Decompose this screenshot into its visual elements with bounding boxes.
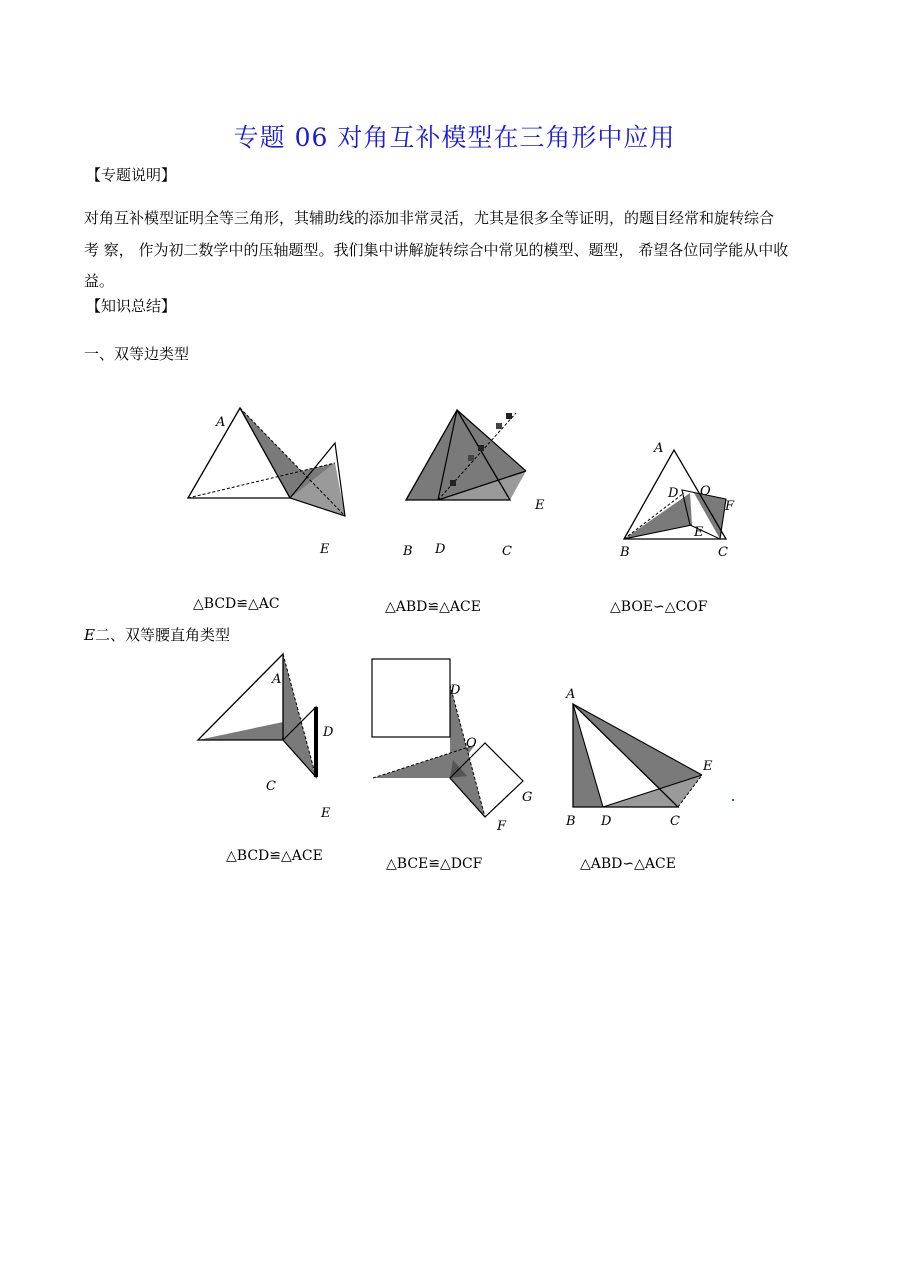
label-o: O <box>466 736 477 751</box>
figure-double-isosceles-right-2 <box>365 650 545 840</box>
label-a: A <box>566 687 576 702</box>
figure-double-isosceles-right-1 <box>190 650 350 825</box>
label-c: C <box>718 545 728 560</box>
label-a: A <box>654 441 664 456</box>
label-c: C <box>670 814 680 829</box>
label-e: E <box>703 759 713 774</box>
figure-double-isosceles-right-3 <box>560 682 745 832</box>
label-o: O <box>700 484 711 499</box>
section-2-title <box>84 628 230 643</box>
description-line-1: 对角互补模型证明全等三角形，其辅助线的添加非常灵活，尤其是很多全等证明，的题目经常和旋转综合 <box>84 209 775 227</box>
caption-fig-3: △BOE∽△COF <box>610 599 708 615</box>
label-c: C <box>502 544 512 559</box>
caption-fig-1: △BCD≌△AC <box>193 596 280 612</box>
label-b: B <box>403 544 413 559</box>
section-1-title: 一、双等边类型 <box>84 345 190 363</box>
label-b: B <box>566 814 576 829</box>
label-b: B <box>620 545 630 560</box>
caption-fig-6: △ABD∽△ACE <box>580 856 676 872</box>
caption-fig-2: △ABD≌△ACE <box>385 599 481 615</box>
section-2-prefix: E <box>84 626 95 644</box>
label-e: E <box>321 806 331 821</box>
caption-fig-4: △BCD≌△ACE <box>226 848 323 864</box>
summary-heading: 【知识总结】 <box>86 297 177 315</box>
label-d: D <box>668 486 679 501</box>
page-title: 专题 06 对角互补模型在三角形中应用 <box>233 123 676 152</box>
label-a: A <box>216 415 226 430</box>
label-d: D <box>450 683 461 698</box>
label-a: A <box>272 672 282 687</box>
label-f: F <box>497 819 507 834</box>
label-g: G <box>522 790 533 805</box>
description-line-3: 益。 <box>84 272 115 290</box>
label-e: E <box>320 542 330 557</box>
label-d: D <box>435 542 446 557</box>
section-2-title-text: 二、双等腰直角类型 <box>94 626 230 644</box>
description-line-2: 考 察， 作为初二数学中的压轴题型。我们集中讲解旋转综合中常见的模型、题型， 希望各位同学能从中收 <box>84 241 789 259</box>
figure-double-equilateral-2 <box>398 395 553 565</box>
label-d: D <box>601 814 612 829</box>
caption-fig-5: △BCE≌△DCF <box>386 856 483 872</box>
figure-double-equilateral-3 <box>612 435 757 565</box>
description-heading: 【专题说明】 <box>86 166 177 184</box>
figure-double-equilateral-1 <box>170 395 370 570</box>
label-d: D <box>323 725 334 740</box>
label-e: E <box>694 525 704 540</box>
label-c: C <box>266 779 276 794</box>
label-e: E <box>535 498 545 513</box>
label-f: F <box>725 499 735 514</box>
